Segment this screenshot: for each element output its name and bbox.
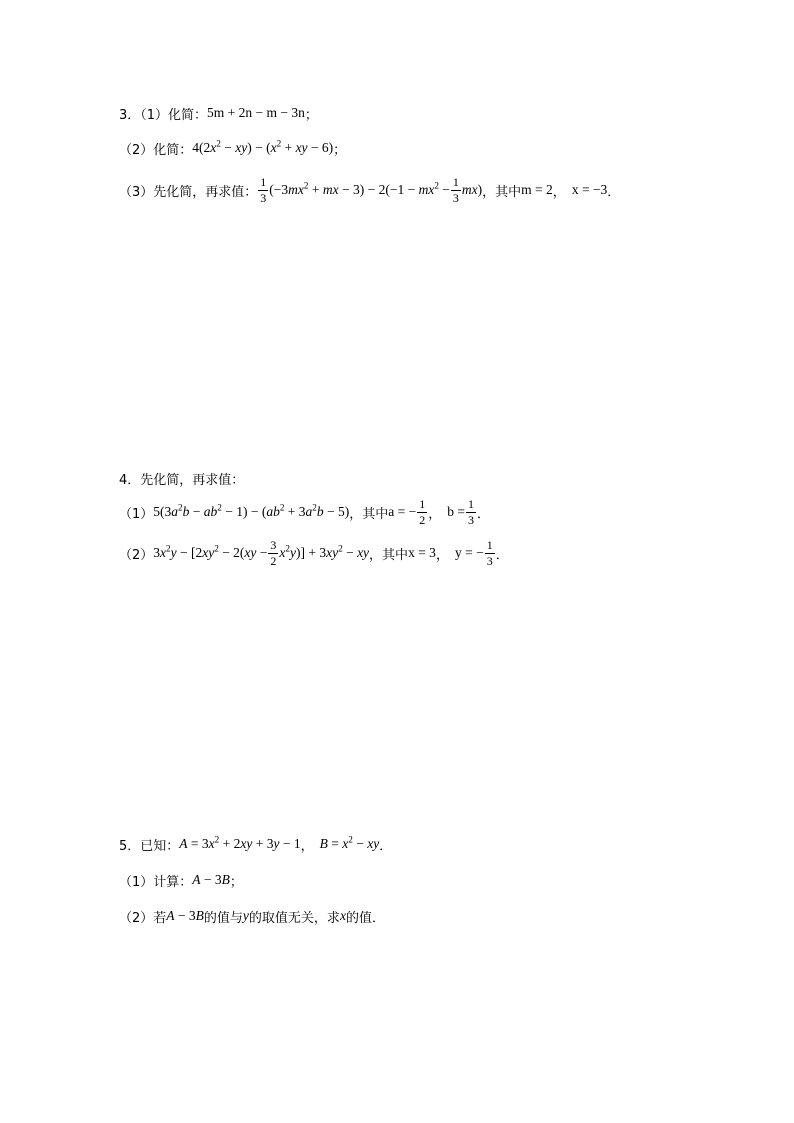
q5-part1: （1）计算： A − 3B ；: [119, 872, 243, 890]
b-definition: $B = x^2$ − xy: [319, 834, 380, 851]
q3-part3: （3）先化简，再求值： $\frac{1}{3}$ ($-3mx^2$ + mx − $3) - 2(-1 - mx^2$ − $\frac{1}{3}$ mx) ，其中 m = 2 ， x = −3 ．: [119, 174, 621, 205]
y-value: y = −: [454, 545, 484, 560]
q4-part2-label: （2）: [119, 547, 154, 563]
q3-part2-expression: $4(2x^2 - xy) - (x^2$ + xy − 6): [192, 138, 334, 155]
q5-title: 5．已知：: [119, 838, 180, 854]
q3-part3-expression: ($-3mx^2$ + mx − $3) - 2(-1 - mx^2$ −: [269, 180, 450, 197]
q5-part1-label: （1）计算：: [119, 874, 193, 890]
q3-part2-label: （2）化简：: [119, 142, 193, 158]
q4-part1-expression: $5(3a^2b - ab^2 - 1) - (ab^2 + 3a^2b - 5)$: [153, 502, 350, 519]
q5-part2-label: （2）若: [119, 910, 167, 926]
fraction: $\frac{1}{3}$: [468, 496, 474, 527]
fraction: $\frac{1}{3}$: [452, 174, 459, 205]
a-value: a = −: [388, 504, 417, 519]
q3-title: 3．（1）化简：: [119, 107, 208, 123]
q3-part3-label: （3）先化简，再求值：: [119, 184, 258, 200]
q5-part2-expression: A − 3B: [166, 908, 204, 923]
q3-part1: 3．（1）化简： 5m + 2n − m − 3n ；: [119, 105, 318, 123]
fraction: $\frac{3}{2}$: [270, 537, 277, 568]
q4-part1-label: （1）: [119, 506, 154, 522]
x-value: x = 3: [408, 545, 436, 560]
fraction: $\frac{1}{3}$: [486, 537, 493, 568]
q4-title: 4．先化简，再求值：: [119, 472, 245, 488]
x-value: x = −3: [571, 182, 608, 197]
fraction: $\frac{1}{3}$: [260, 174, 267, 205]
b-value: b =: [447, 504, 465, 519]
m-value: m = 2: [521, 182, 553, 197]
q5-part1-expression: A − 3B: [192, 872, 230, 887]
q4-part2: （2） $3x^2y - [2xy^2 - 2(xy$ − $\frac{3}{2}$ $x^2y)] + 3xy^2$ − xy ，其中 x = 3 ， y = − $\frac{1}{3}$ ．: [119, 537, 509, 568]
q5-title-line: 5．已知： $A = 3x^2 + 2xy + 3y - 1$ ， $B = x^2$ − xy ．: [119, 834, 393, 854]
q3-part2: （2）化简： $4(2x^2 - xy) - (x^2$ + xy − 6) ；: [119, 138, 347, 158]
q4-part2-expression: $3x^2y - [2xy^2 - 2(xy$ −: [153, 543, 268, 560]
q4-part1: （1） $5(3a^2b - ab^2 - 1) - (ab^2 + 3a^2b - 5)$ ，其中 a = − $\frac{1}{2}$ ， b = $\frac{1}{3}$ ．: [119, 496, 491, 527]
q5-part2: （2）若 A − 3B 的值与 y 的取值无关，求 x 的值．: [119, 908, 385, 926]
fraction: $\frac{1}{2}$: [419, 496, 426, 527]
a-definition: $A = 3x^2 + 2xy + 3y - 1$: [179, 834, 301, 851]
q3-part1-expression: 5m + 2n − m − 3n: [207, 105, 305, 120]
